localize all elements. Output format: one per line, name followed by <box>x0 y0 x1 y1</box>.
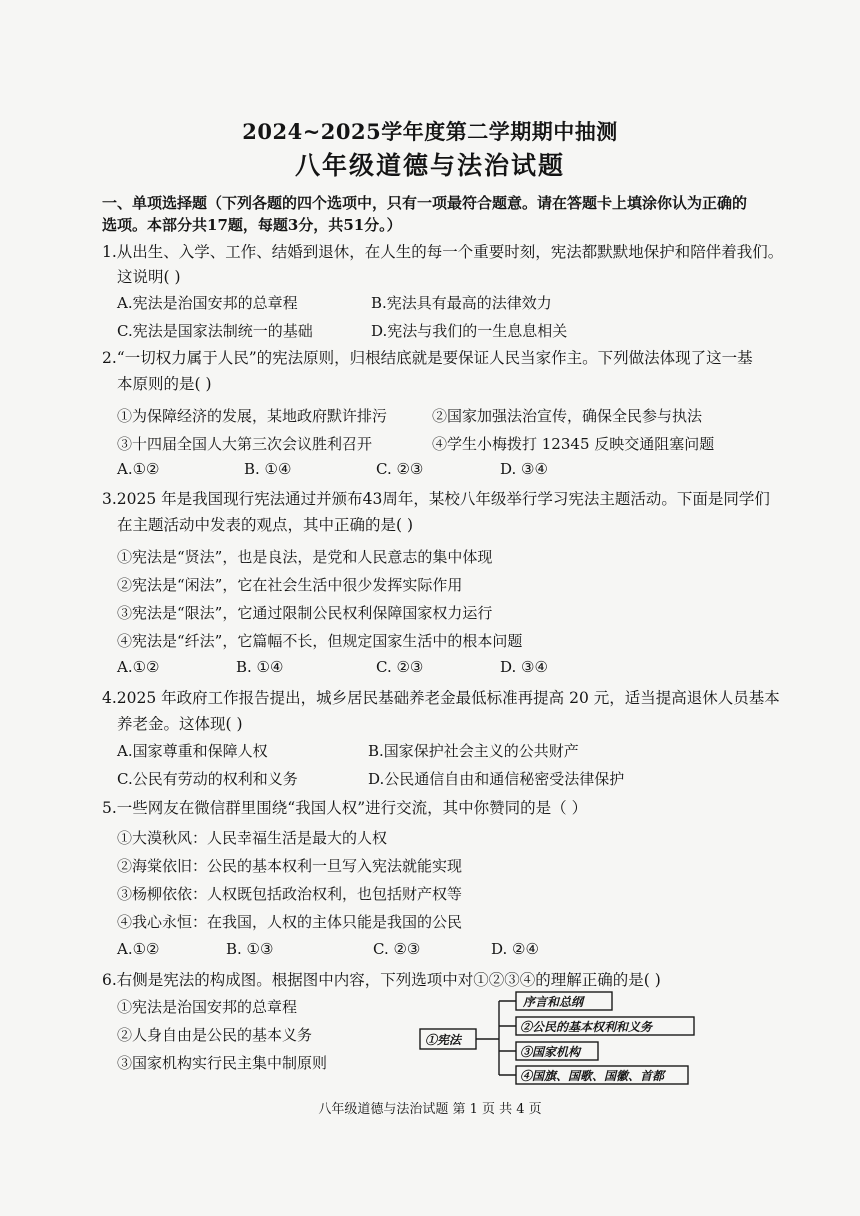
q1-option-b: B.宪法具有最高的法律效力 <box>371 294 552 312</box>
q4-option-a: A.国家尊重和保障人权 <box>117 742 268 760</box>
q3-statement-2: ②宪法是“闲法”，它在社会生活中很少发挥实际作用 <box>117 576 463 594</box>
exam-title: 2024~2025学年度第二学期期中抽测 <box>242 119 618 144</box>
q4-option-c: C.公民有劳动的权利和义务 <box>117 770 298 788</box>
q1-option-c: C.宪法是国家法制统一的基础 <box>117 322 313 340</box>
diagram-branch-3: ③国家机构 <box>520 1045 581 1059</box>
q3-option-a: A.①② <box>117 658 160 676</box>
question-2-stem-cont: 本原则的是( ) <box>117 375 212 393</box>
q5-option-c: C. ②③ <box>373 940 421 958</box>
q6-statement-2: ②人身自由是公民的基本义务 <box>117 1026 313 1044</box>
question-5-stem: 5.一些网友在微信群里围绕“我国人权”进行交流，其中你赞同的是（ ） <box>102 799 588 817</box>
q3-option-b: B. ①④ <box>236 658 284 676</box>
q3-statement-4: ④宪法是“纤法”，它篇幅不长，但规定国家生活中的根本问题 <box>117 632 523 650</box>
q2-option-c: C. ②③ <box>376 460 424 478</box>
q2-statement-1: ①为保障经济的发展，某地政府默许排污 <box>117 407 388 425</box>
q1-option-a: A.宪法是治国安邦的总章程 <box>117 294 298 312</box>
q2-option-d: D. ③④ <box>500 460 548 478</box>
diagram-branch-2: ②公民的基本权利和义务 <box>520 1020 653 1034</box>
q1-option-d: D.宪法与我们的一生息息相关 <box>371 322 568 340</box>
question-3-stem: 3.2025 年是我国现行宪法通过并颁布43周年，某校八年级举行学习宪法主题活动。下面是同学们 <box>102 490 770 508</box>
question-3-stem-cont: 在主题活动中发表的观点，其中正确的是( ) <box>117 516 414 534</box>
q4-option-d: D.公民通信自由和通信秘密受法律保护 <box>368 770 625 788</box>
q2-option-b: B. ①④ <box>244 460 292 478</box>
q3-statement-3: ③宪法是“限法”，它通过限制公民权利保障国家权力运行 <box>117 604 493 622</box>
diagram-branch-1: 序言和总纲 <box>523 995 584 1009</box>
question-6-stem: 6.右侧是宪法的构成图。根据图中内容，下列选项中对①②③④的理解正确的是( ) <box>102 971 661 989</box>
q5-option-b: B. ①③ <box>226 940 274 958</box>
diagram-root-label: ①宪法 <box>425 1033 462 1047</box>
section-heading-cont: 选项。本部分共17题，每题3分，共51分。） <box>102 216 402 234</box>
section-heading: 一、单项选择题（下列各题的四个选项中，只有一项最符合题意。请在答题卡上填涂你认为正确的 <box>102 194 748 212</box>
q5-statement-2: ②海棠依旧：公民的基本权利一旦写入宪法就能实现 <box>117 857 463 875</box>
q6-statement-1: ①宪法是治国安邦的总章程 <box>117 998 298 1016</box>
q5-statement-3: ③杨柳依依：人权既包括政治权利，也包括财产权等 <box>117 885 463 903</box>
q3-option-d: D. ③④ <box>500 658 548 676</box>
q2-option-a: A.①② <box>117 460 160 478</box>
q2-statement-4: ④学生小梅拨打 12345 反映交通阻塞问题 <box>432 435 715 453</box>
constitution-structure-diagram <box>415 985 705 1090</box>
question-1-stem-cont: 这说明( ) <box>117 268 181 286</box>
q5-statement-1: ①大漠秋风：人民幸福生活是最大的人权 <box>117 829 388 847</box>
q3-statement-1: ①宪法是“贤法”，也是良法，是党和人民意志的集中体现 <box>117 548 493 566</box>
q4-option-b: B.国家保护社会主义的公共财产 <box>368 742 579 760</box>
question-4-stem-cont: 养老金。这体现( ) <box>117 715 243 733</box>
question-2-stem: 2.“一切权力属于人民”的宪法原则，归根结底就是要保证人民当家作主。下列做法体现了这一基 <box>102 349 753 367</box>
q6-statement-3: ③国家机构实行民主集中制原则 <box>117 1054 328 1072</box>
q5-option-d: D. ②④ <box>491 940 539 958</box>
question-1-stem: 1.从出生、入学、工作、结婚到退休，在人生的每一个重要时刻，宪法都默默地保护和陪伴着我们。 <box>102 243 784 261</box>
q2-statement-3: ③十四届全国人大第三次会议胜利召开 <box>117 435 373 453</box>
diagram-branch-4: ④国旗、国歌、国徽、首都 <box>520 1069 665 1083</box>
q5-statement-4: ④我心永恒：在我国，人权的主体只能是我国的公民 <box>117 913 463 931</box>
q5-option-a: A.①② <box>117 940 160 958</box>
q3-option-c: C. ②③ <box>376 658 424 676</box>
q2-statement-2: ②国家加强法治宣传，确保全民参与执法 <box>432 407 703 425</box>
question-4-stem: 4.2025 年政府工作报告提出，城乡居民基础养老金最低标准再提高 20 元，适当提高退休人员基本 <box>102 689 780 707</box>
page-footer: 八年级道德与法治试题 第 1 页 共 4 页 <box>318 1102 542 1117</box>
exam-subtitle: 八年级道德与法治试题 <box>294 151 565 180</box>
